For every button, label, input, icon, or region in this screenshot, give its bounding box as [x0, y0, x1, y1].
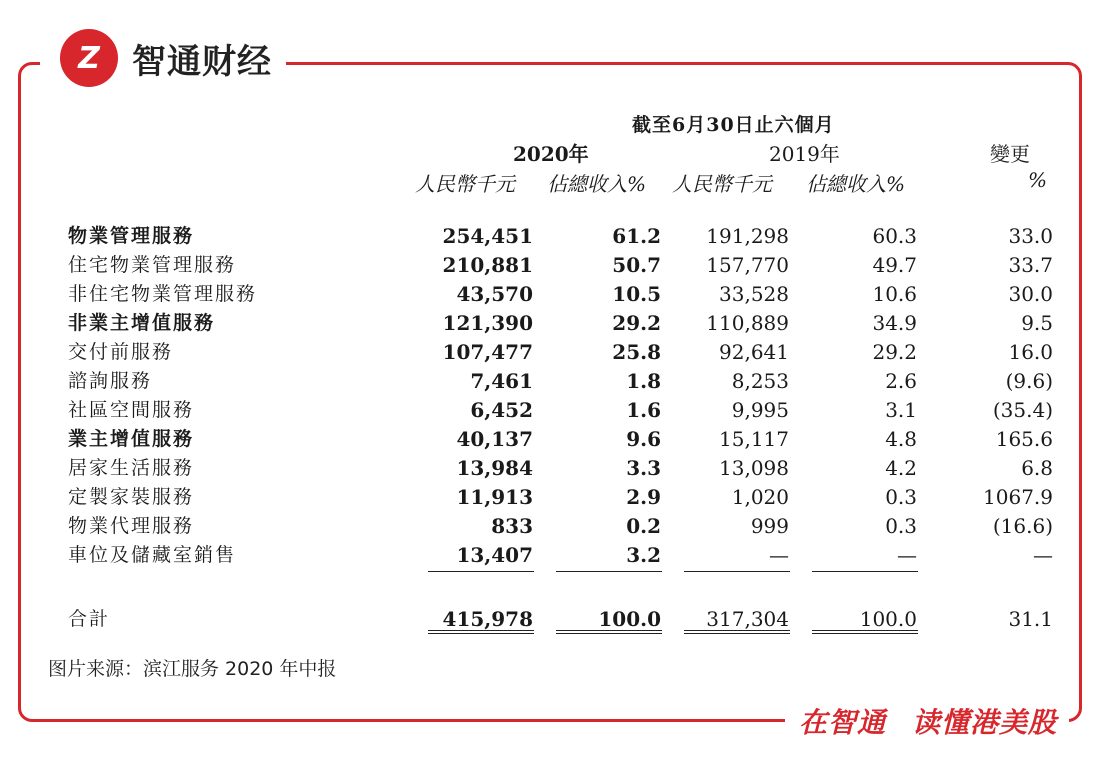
cell-pct-2020: 50.7: [612, 253, 661, 277]
row-label: 物業代理服務: [68, 515, 195, 537]
row-label: 非業主增值服務: [68, 312, 216, 334]
cell-pct-2019: —: [897, 543, 917, 567]
cell-pct-2019: 29.2: [872, 340, 917, 364]
total-double-rule-3: [684, 630, 790, 634]
table-row: [0, 541, 1105, 570]
cell-pct-2020: 2.9: [626, 485, 661, 509]
total-pct-2020: 100.0: [598, 607, 661, 631]
total-rmb-2020: 415,978: [442, 607, 533, 631]
unit-pct-2019: 佔總收入%: [806, 172, 906, 196]
table-row-total: [0, 605, 1105, 634]
cell-change: 33.7: [1008, 253, 1053, 277]
cell-rmb-2020: 121,390: [442, 311, 533, 335]
slogan-part-2: 读懂港美股: [911, 706, 1057, 739]
cell-pct-2019: 0.3: [885, 514, 917, 538]
cell-pct-2019: 0.3: [885, 485, 917, 509]
unit-rmb-2019: 人民幣千元: [672, 172, 772, 196]
row-label: 業主增值服務: [68, 428, 195, 450]
row-label: 住宅物業管理服務: [68, 254, 237, 276]
total-rmb-2019: 317,304: [706, 607, 789, 631]
cell-rmb-2020: 254,451: [442, 224, 533, 248]
cell-change: 6.8: [1021, 456, 1053, 480]
cell-rmb-2019: 110,889: [706, 311, 789, 335]
subtotal-rule-2: [556, 571, 662, 572]
cell-pct-2019: 60.3: [872, 224, 917, 248]
row-label: 諮詢服務: [68, 370, 153, 392]
year-2019-header: 2019年: [769, 142, 840, 166]
slogan-part-1: 在智通: [798, 706, 886, 739]
table-row: [0, 338, 1105, 367]
row-label: 社區空間服務: [68, 399, 195, 421]
row-label: 車位及儲藏室銷售: [68, 544, 237, 566]
table-row: [0, 251, 1105, 280]
cell-change: 165.6: [995, 427, 1053, 451]
cell-change: (16.6): [992, 514, 1053, 538]
cell-rmb-2019: 1,020: [731, 485, 789, 509]
brand-name: 智通财经: [132, 41, 272, 82]
cell-rmb-2019: 13,098: [719, 456, 789, 480]
unit-change: %: [1028, 168, 1048, 192]
total-change: 31.1: [1008, 607, 1053, 631]
table-row: [0, 222, 1105, 251]
cell-rmb-2020: 13,984: [456, 456, 533, 480]
cell-rmb-2020: 40,137: [456, 427, 533, 451]
cell-rmb-2019: 33,528: [719, 282, 789, 306]
cell-rmb-2020: 833: [491, 514, 533, 538]
cell-change: —: [1033, 543, 1053, 567]
table-row: [0, 425, 1105, 454]
row-label: 交付前服務: [68, 341, 174, 363]
image-source-caption: 图片来源：滨江服务 2020 年中报: [48, 654, 336, 681]
subtotal-rule-1: [428, 571, 534, 572]
table-row: [0, 367, 1105, 396]
table-row: [0, 309, 1105, 338]
cell-pct-2019: 2.6: [885, 369, 917, 393]
cell-rmb-2020: 13,407: [456, 543, 533, 567]
row-label: 居家生活服務: [68, 457, 195, 479]
cell-rmb-2020: 210,881: [442, 253, 533, 277]
cell-change: (9.6): [1005, 369, 1053, 393]
cell-rmb-2020: 6,452: [470, 398, 533, 422]
cell-rmb-2019: 9,995: [731, 398, 789, 422]
cell-change: 1067.9: [983, 485, 1053, 509]
cell-pct-2020: 3.2: [626, 543, 661, 567]
total-double-rule-1: [428, 630, 534, 634]
total-double-rule-2: [556, 630, 662, 634]
cell-pct-2019: 4.8: [885, 427, 917, 451]
cell-pct-2019: 4.2: [885, 456, 917, 480]
table-row: [0, 483, 1105, 512]
cell-change: (35.4): [992, 398, 1053, 422]
cell-pct-2020: 3.3: [626, 456, 661, 480]
cell-change: 9.5: [1021, 311, 1053, 335]
unit-rmb-2020: 人民幣千元: [415, 172, 515, 196]
cell-rmb-2019: 157,770: [706, 253, 789, 277]
cell-rmb-2019: 92,641: [719, 340, 789, 364]
cell-rmb-2020: 43,570: [456, 282, 533, 306]
cell-pct-2020: 29.2: [612, 311, 661, 335]
cell-pct-2020: 61.2: [612, 224, 661, 248]
cell-pct-2019: 3.1: [885, 398, 917, 422]
subtotal-rule-3: [684, 571, 790, 572]
cell-pct-2020: 1.8: [626, 369, 661, 393]
brand-logo-icon: Z: [60, 29, 118, 87]
period-header: 截至6月30日止六個月: [632, 114, 835, 136]
cell-rmb-2019: 15,117: [719, 427, 789, 451]
cell-change: 16.0: [1008, 340, 1053, 364]
cell-pct-2019: 10.6: [872, 282, 917, 306]
table-row: [0, 454, 1105, 483]
cell-pct-2020: 0.2: [626, 514, 661, 538]
total-double-rule-4: [812, 630, 918, 634]
year-2020-header: 2020年: [513, 142, 589, 166]
table-row: [0, 396, 1105, 425]
cell-rmb-2020: 7,461: [470, 369, 533, 393]
cell-rmb-2019: 8,253: [731, 369, 789, 393]
brand-header: [40, 18, 286, 98]
table-row: [0, 512, 1105, 541]
total-label: 合計: [68, 608, 111, 630]
cell-rmb-2020: 11,913: [456, 485, 533, 509]
cell-pct-2020: 1.6: [626, 398, 661, 422]
unit-pct-2020: 佔總收入%: [547, 172, 647, 196]
row-label: 定製家裝服務: [68, 486, 195, 508]
cell-pct-2020: 9.6: [626, 427, 661, 451]
cell-rmb-2019: —: [769, 543, 789, 567]
cell-pct-2020: 10.5: [612, 282, 661, 306]
slogan: [785, 700, 1069, 742]
total-pct-2019: 100.0: [859, 607, 917, 631]
cell-change: 33.0: [1008, 224, 1053, 248]
cell-rmb-2019: 999: [750, 514, 789, 538]
cell-change: 30.0: [1008, 282, 1053, 306]
change-header: 變更: [990, 142, 1030, 166]
cell-pct-2020: 25.8: [612, 340, 661, 364]
cell-pct-2019: 49.7: [872, 253, 917, 277]
cell-pct-2019: 34.9: [872, 311, 917, 335]
cell-rmb-2019: 191,298: [706, 224, 789, 248]
table-row: [0, 280, 1105, 309]
subtotal-rule-4: [812, 571, 918, 572]
row-label: 物業管理服務: [68, 225, 195, 247]
cell-rmb-2020: 107,477: [442, 340, 533, 364]
row-label: 非住宅物業管理服務: [68, 283, 258, 305]
